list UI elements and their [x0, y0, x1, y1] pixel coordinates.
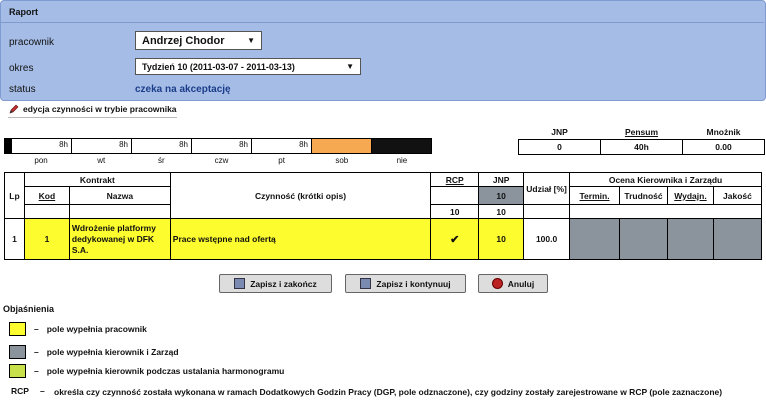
col-header-evaluation: Ocena Kierownika i Zarządu: [570, 173, 762, 187]
save-and-continue-button[interactable]: [345, 274, 466, 293]
cancel-icon: [492, 278, 503, 289]
legend-swatch-green: [9, 364, 26, 378]
period-label: okres: [9, 63, 34, 74]
day-cell-sun: [372, 139, 431, 153]
activities-table: [4, 172, 762, 260]
row-difficulty[interactable]: [620, 219, 668, 260]
col-header-jnp: JNP: [479, 173, 524, 187]
rcp-spacer: [431, 187, 479, 205]
row-code[interactable]: 1: [24, 219, 69, 260]
period-select[interactable]: [135, 58, 361, 75]
week-bar-start: [5, 139, 12, 153]
day-label: sob: [335, 156, 349, 165]
summary-table: [518, 127, 765, 155]
col-header-efficiency: Wydajn.: [667, 187, 713, 205]
contract-spacer: [69, 205, 170, 219]
save-and-finish-button[interactable]: [219, 274, 332, 293]
jnp-total: 10: [479, 205, 524, 219]
row-quality[interactable]: [713, 219, 761, 260]
day-label: pt: [278, 156, 285, 165]
summary-jnp-value: 0: [519, 140, 601, 155]
col-header-lp: Lp: [5, 173, 25, 219]
employee-select[interactable]: [135, 31, 262, 50]
legend-item: [9, 364, 284, 378]
panel-divider: [0, 22, 764, 23]
row-activity[interactable]: Prace wstępne nad ofertą: [170, 219, 430, 260]
summary-header-multiplier: Mnożnik: [706, 127, 741, 137]
legend-item: [9, 345, 179, 359]
col-header-code: Kod: [24, 187, 69, 205]
chevron-down-icon: ▼: [247, 36, 255, 45]
jnp-norm: 10: [479, 187, 524, 205]
status-label: status: [9, 84, 36, 95]
row-name[interactable]: Wdrożenie platformy dedykowanej w DFK S.A.: [69, 219, 170, 260]
day-label: śr: [158, 156, 165, 165]
day-label: czw: [214, 156, 229, 165]
share-spacer: [524, 205, 570, 219]
legend-rcp-key: RCP: [11, 386, 29, 396]
legend-text: pole wypełnia kierownik podczas ustalania harmonogramu: [46, 366, 285, 376]
day-cell-mon: [12, 139, 72, 153]
day-hours: 8h: [59, 140, 68, 149]
row-rcp-checkbox[interactable]: ✔: [431, 219, 479, 260]
summary-header-pensum: Pensum: [624, 127, 659, 137]
pencil-icon: [8, 103, 20, 115]
edit-employee-mode-link[interactable]: [8, 103, 177, 118]
edit-link-label: edycja czynności w trybie pracownika: [23, 104, 177, 114]
contract-spacer: [24, 205, 69, 219]
cancel-label: Anuluj: [507, 278, 535, 289]
day-hours: 8h: [119, 140, 128, 149]
day-hours: 8h: [179, 140, 188, 149]
col-header-rcp: RCP: [431, 173, 479, 187]
save-icon: [360, 278, 371, 289]
week-day-labels: [4, 156, 432, 165]
legend-dash: –: [34, 324, 39, 334]
legend-text: pole wypełnia kierownik i Zarząd: [46, 347, 179, 357]
col-header-difficulty: Trudność: [620, 187, 668, 205]
employee-select-value: Andrzej Chodor: [142, 34, 225, 47]
legend-text: pole wypełnia pracownik: [46, 324, 147, 334]
panel-title: Raport: [9, 7, 38, 17]
col-header-share: Udział [%]: [524, 173, 570, 205]
row-lp: 1: [5, 219, 25, 260]
save-and-continue-label: Zapisz i kontynuuj: [376, 278, 451, 289]
cancel-button[interactable]: [478, 274, 548, 293]
col-header-deadline: Termin.: [570, 187, 620, 205]
legend-rcp-text: określa czy czynność została wykonana w ramach Dodatkowych Godzin Pracy (DGP, pole odznaczone), czy godziny zostały zarejestrowane w RCP (pole zaznaczone): [54, 387, 723, 397]
table-row: [5, 219, 762, 260]
report-panel: [0, 0, 766, 101]
status-value: czeka na akceptację: [135, 84, 231, 95]
day-cell-tue: [72, 139, 132, 153]
legend-title: Objaśnienia: [3, 304, 55, 314]
day-cell-thu: [192, 139, 252, 153]
chevron-down-icon: ▼: [346, 62, 354, 71]
legend-dash: –: [34, 366, 39, 376]
col-header-contract: Kontrakt: [24, 173, 170, 187]
save-and-finish-label: Zapisz i zakończ: [250, 278, 317, 289]
evaluation-spacer: [570, 205, 762, 219]
legend-dash: –: [34, 347, 39, 357]
row-efficiency[interactable]: [667, 219, 713, 260]
week-hours-bar: [4, 138, 432, 154]
day-hours: 8h: [239, 140, 248, 149]
day-cell-sat: [312, 139, 372, 153]
day-label: nie: [396, 156, 408, 165]
rcp-total: 10: [431, 205, 479, 219]
row-jnp[interactable]: 10: [479, 219, 524, 260]
save-icon: [234, 278, 245, 289]
legend-item: [9, 322, 147, 336]
summary-header-jnp: JNP: [551, 127, 568, 137]
period-select-value: Tydzień 10 (2011-03-07 - 2011-03-13): [142, 61, 295, 72]
day-label: wt: [97, 156, 106, 165]
summary-multiplier-value: 0.00: [683, 140, 765, 155]
legend-swatch-yellow: [9, 322, 26, 336]
day-cell-fri: [252, 139, 312, 153]
row-deadline[interactable]: [570, 219, 620, 260]
row-share: 100.0: [524, 219, 570, 260]
legend-rcp-dash: –: [40, 386, 45, 396]
employee-label: pracownik: [9, 37, 55, 48]
legend-swatch-gray: [9, 345, 26, 359]
summary-pensum-value: 40h: [601, 140, 683, 155]
day-cell-wed: [132, 139, 192, 153]
col-header-activity: Czynność (krótki opis): [170, 173, 430, 219]
day-label: pon: [34, 156, 48, 165]
col-header-name: Nazwa: [69, 187, 170, 205]
col-header-quality: Jakość: [713, 187, 761, 205]
day-hours: 8h: [299, 140, 308, 149]
